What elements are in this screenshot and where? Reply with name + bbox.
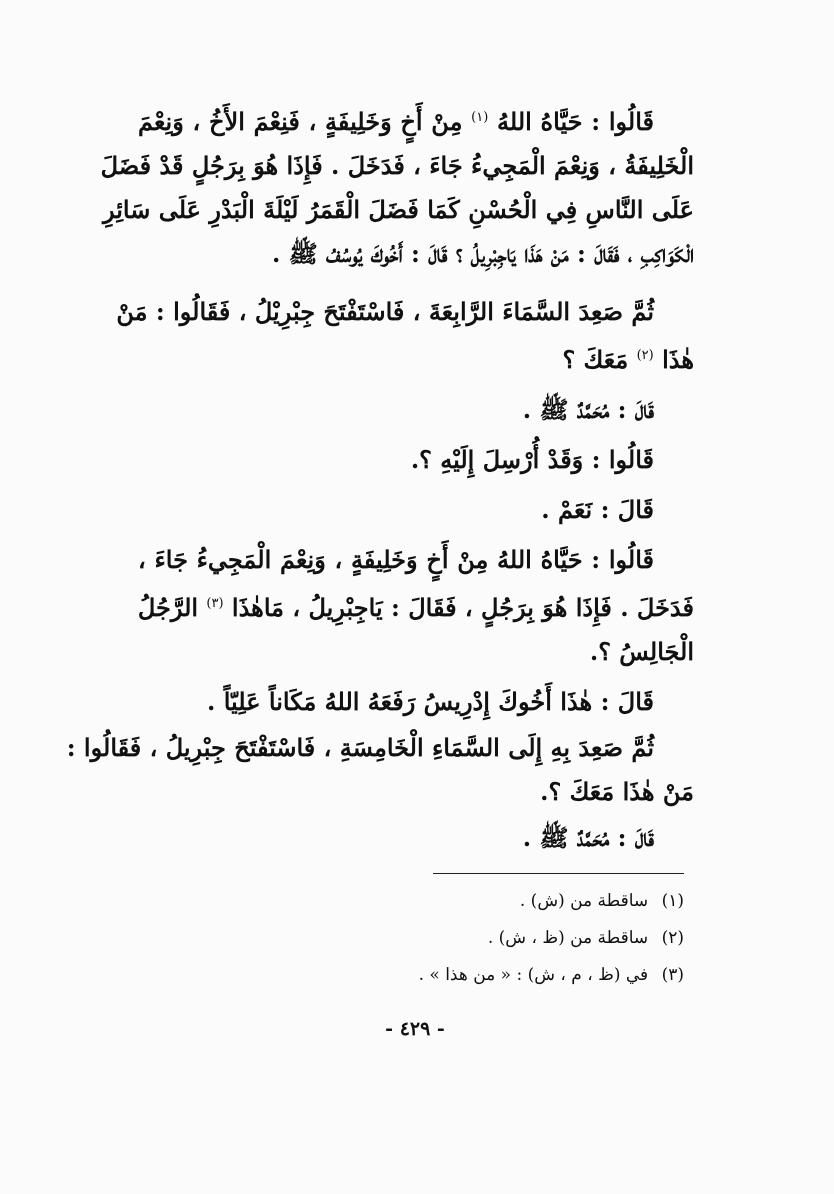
main-text	[66, 96, 694, 860]
text-line: الْجَالِسُ ؟.	[589, 637, 694, 666]
text-line: ثُمَّ صَعِدَ السَّمَاءَ الرَّابِعَةَ ، فَاسْتَفْتَحَ جِبْرِيْلُ ، فَقَالُوا : مَنْ	[116, 297, 654, 326]
text-line: قَالُوا : وَقَدْ أُرْسِلَ إِلَيْهِ ؟.	[410, 445, 654, 474]
paragraph-3	[138, 388, 694, 432]
paragraph-5	[138, 488, 694, 532]
footnote-divider	[433, 873, 684, 874]
text-span: الرَّجُلُ	[137, 593, 199, 622]
footnote-number: (٢)	[661, 928, 684, 948]
text-line	[138, 582, 694, 630]
paragraph-4	[138, 438, 694, 482]
footnote-text: ساقطة من (ش) .	[519, 891, 649, 911]
text-line: قَالَ : هٰذَا أَخُوكَ إِدْرِيسُ رَفَعَهُ اللهُ مَكَاناً عَلِيّاً .	[207, 687, 654, 716]
text-line: قَالَ : مُحَمَّدٌ ﷺ .	[522, 395, 654, 424]
text-span: مِنْ أَخٍ وَخَلِيفَةٍ ، فَنِعْمَ الأَخُ ، وَنِعْمَ	[138, 107, 463, 136]
footnote-ref: (٢)	[636, 348, 654, 363]
text-span: قَالُوا : حَيَّاهُ اللهُ	[497, 107, 654, 136]
footnotes	[300, 883, 684, 994]
footnote-number: (١)	[661, 891, 684, 911]
paragraph-9	[138, 816, 694, 860]
footnote-3	[300, 957, 684, 994]
paragraph-8	[66, 726, 694, 814]
footnote-text: في (ظ ، م ، ش) : « من هذا » .	[418, 965, 649, 985]
text-line: قَالَ : مُحَمَّدٌ ﷺ .	[522, 823, 654, 852]
text-line: ثُمَّ صَعِدَ بِهِ إِلَى السَّمَاءِ الْخَامِسَةِ ، فَاسْتَفْتَحَ جِبْرِيلُ ، فَقَالُوا :	[66, 733, 654, 762]
paragraph-6	[138, 538, 694, 674]
footnote-text: ساقطة من (ظ ، ش) .	[487, 928, 649, 948]
paragraph-1	[100, 96, 694, 276]
text-span: هٰذَا	[662, 345, 694, 374]
footnote-1	[300, 883, 684, 920]
footnote-ref: (٣)	[206, 596, 224, 611]
footnote-ref: (١)	[471, 110, 489, 125]
text-line: قَالَ : نَعَمْ .	[541, 495, 654, 524]
text-line: الْخَلِيفَةُ ، وَنِعْمَ الْمَجِيءُ جَاءَ ، فَدَخَلَ . فَإِذَا هُوَ بِرَجُلٍ قَدْ فَضَلَ	[100, 151, 694, 180]
page-number: - ٤٢٩ -	[385, 1018, 445, 1040]
text-span: مَعَكَ ؟	[562, 345, 629, 374]
text-span: فَدَخَلَ . فَإِذَا هُوَ بِرَجُلٍ ، فَقَالَ : يَاجِبْرِيلُ ، مَاهٰذَا	[231, 593, 694, 622]
paragraph-2	[116, 290, 694, 382]
text-line: الْكَوَاكِبِ ، فَقَالَ : مَنْ هَذَا يَاجِبْرِيلُ ؟ قَالَ : أَخُوكَ يُوسُفُ ﷺ .	[271, 239, 694, 268]
text-line: مَنْ هٰذَا مَعَكَ ؟.	[540, 777, 694, 806]
text-line	[138, 96, 694, 144]
text-line: قَالُوا : حَيَّاهُ اللهُ مِنْ أَخٍ وَخَلِيفَةٍ ، وَنِعْمَ الْمَجِيءُ جَاءَ ،	[138, 545, 654, 574]
text-line	[138, 334, 694, 382]
paragraph-7	[138, 680, 694, 724]
text-line: عَلَى النَّاسِ فِي الْحُسْنِ كَمَا فَضَلَ الْقَمَرُ لَيْلَةَ الْبَدْرِ عَلَى سَائِرِ	[103, 195, 694, 224]
footnote-number: (٣)	[661, 965, 684, 985]
footnote-2	[300, 920, 684, 957]
